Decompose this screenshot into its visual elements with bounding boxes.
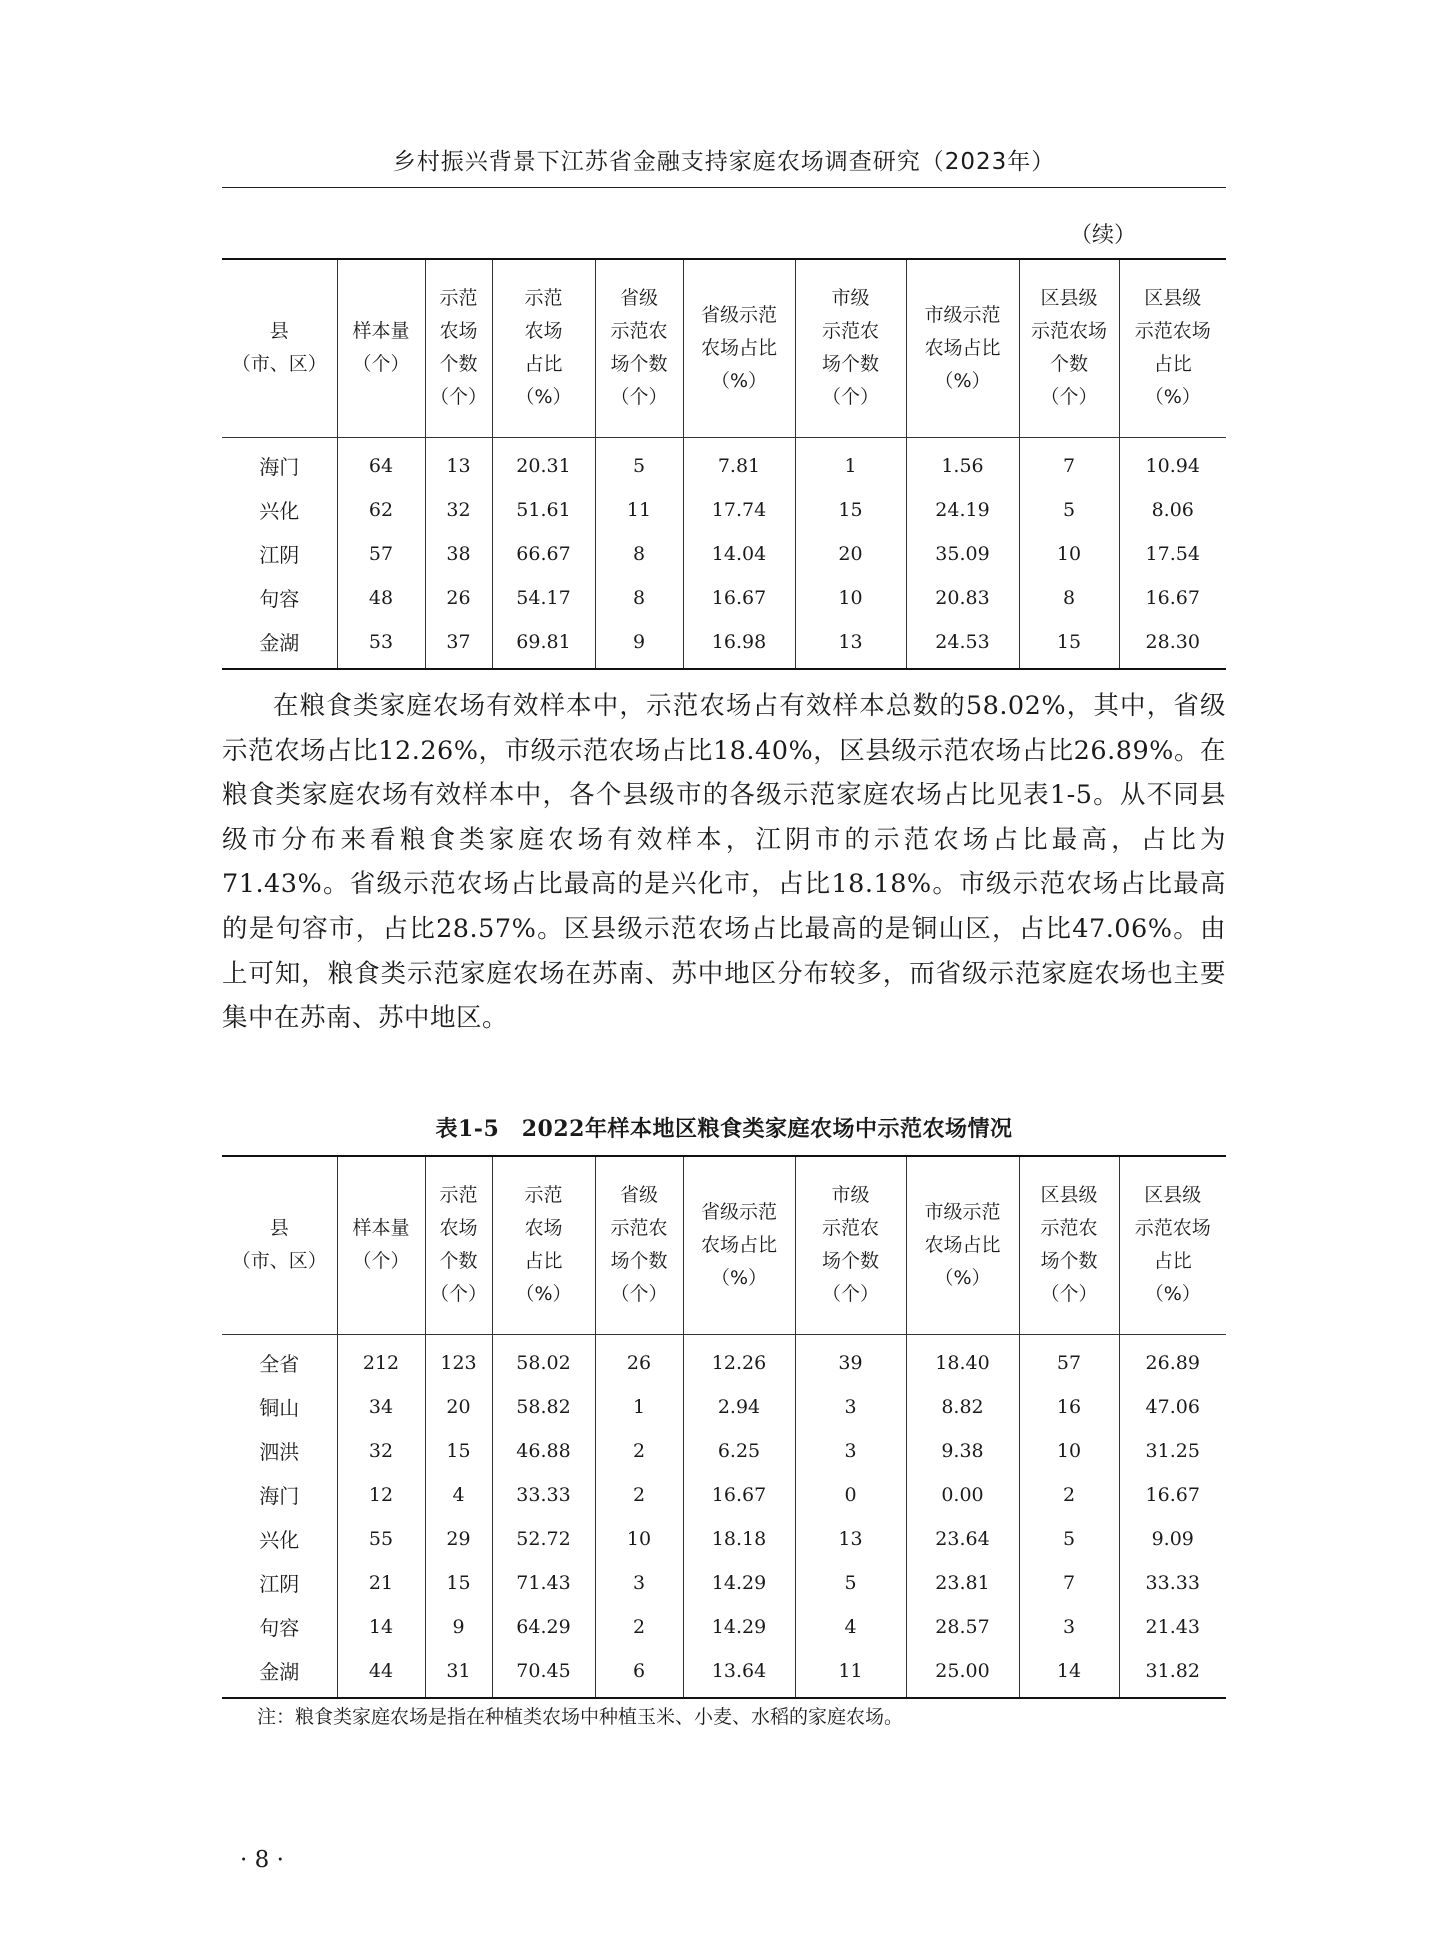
table-row — [222, 1385, 1226, 1429]
table-header-row — [222, 1156, 1226, 1334]
column-header — [795, 259, 906, 437]
value-cell: 14 — [337, 1605, 425, 1649]
value-cell: 10.94 — [1119, 437, 1226, 488]
value-cell: 0.00 — [906, 1473, 1019, 1517]
column-header-line: 占比 — [524, 353, 563, 376]
value-cell: 9 — [425, 1605, 492, 1649]
value-cell: 14.29 — [683, 1561, 795, 1605]
column-header-line: （市、区） — [231, 353, 327, 376]
column-header-line: 农场 — [524, 1217, 563, 1240]
column-header — [222, 1156, 337, 1334]
value-cell: 12 — [337, 1473, 425, 1517]
region-cell: 海门 — [259, 1484, 300, 1508]
value-cell: 13.64 — [683, 1649, 795, 1698]
column-header-line: （个） — [352, 353, 410, 376]
value-cell: 2 — [1019, 1473, 1119, 1517]
table-row — [222, 437, 1226, 488]
value-cell: 14.04 — [683, 532, 795, 576]
column-header — [492, 1156, 595, 1334]
column-header — [425, 259, 492, 437]
column-header — [906, 259, 1019, 437]
value-cell: 11 — [795, 1649, 906, 1698]
column-header-line: 示范农 — [821, 1217, 879, 1240]
value-cell: 7 — [1019, 437, 1119, 488]
region-cell: 兴化 — [259, 499, 300, 523]
column-header-line: （个） — [610, 386, 668, 409]
table-caption: 表1-5 2022年样本地区粮食类家庭农场中示范农场情况 — [435, 1116, 1013, 1142]
column-header-line: 农场 — [439, 1217, 478, 1240]
column-header-line: （个） — [352, 1250, 410, 1273]
value-cell: 26 — [425, 576, 492, 620]
value-cell: 51.61 — [492, 488, 595, 532]
column-header — [222, 259, 337, 437]
column-header-line: （%） — [515, 1283, 572, 1306]
column-header-line: 示范农场 — [1134, 320, 1211, 343]
table-row — [222, 1473, 1226, 1517]
table-row — [222, 1561, 1226, 1605]
value-cell: 3 — [795, 1385, 906, 1429]
column-header — [1019, 1156, 1119, 1334]
column-header-line: 示范农场 — [1030, 320, 1107, 343]
value-cell: 47.06 — [1119, 1385, 1226, 1429]
value-cell: 20 — [425, 1385, 492, 1429]
region-cell: 江阴 — [259, 1572, 300, 1596]
table-1-5 — [222, 1155, 1226, 1699]
value-cell: 58.82 — [492, 1385, 595, 1429]
column-header-line: 场个数 — [821, 1250, 879, 1273]
column-header — [683, 259, 795, 437]
value-cell: 32 — [425, 488, 492, 532]
column-header-line: （%） — [934, 369, 991, 392]
value-cell: 3 — [595, 1561, 683, 1605]
value-cell: 38 — [425, 532, 492, 576]
column-header-line: 区县级 — [1040, 1184, 1098, 1207]
column-header-line: 样本量 — [352, 1217, 410, 1240]
value-cell: 20.83 — [906, 576, 1019, 620]
column-header-line: 区县级 — [1144, 1184, 1202, 1207]
column-header-line: 个数 — [1049, 353, 1088, 376]
column-header-line: 场个数 — [1040, 1250, 1098, 1273]
value-cell: 9 — [595, 620, 683, 669]
value-cell: 10 — [795, 576, 906, 620]
value-cell: 31 — [425, 1649, 492, 1698]
value-cell: 37 — [425, 620, 492, 669]
column-header-line: 占比 — [1153, 353, 1192, 376]
value-cell: 64.29 — [492, 1605, 595, 1649]
value-cell: 16.67 — [683, 576, 795, 620]
value-cell: 52.72 — [492, 1517, 595, 1561]
table-row — [222, 488, 1226, 532]
value-cell: 39 — [795, 1334, 906, 1385]
value-cell: 14.29 — [683, 1605, 795, 1649]
table-row — [222, 576, 1226, 620]
column-header-line: 区县级 — [1144, 287, 1202, 310]
value-cell: 9.09 — [1119, 1517, 1226, 1561]
column-header-line: 农场占比 — [700, 336, 777, 359]
value-cell: 212 — [337, 1334, 425, 1385]
body-paragraph: 在粮食类家庭农场有效样本中，示范农场占有效样本总数的58.02%，其中，省级示范农场占比12.26%，市级示范农场占比18.40%，区县级示范农场占比26.89%。在粮食类家庭农场有效样本中，各个县级市的各级示范家庭农场占比见表1-5。从不同县级市分布来看粮食类家庭农场有效样本，江阴市的示范农场占比最高，占比为71.43%。省级示范农场占比最高的是兴化市，占比18.18%。市级示范农场占比最高的是句容市，占比28.57%。区县级示范农场占比最高的是铜山区，占比47.06%。由上可知，粮食类示范家庭农场在苏南、苏中地区分布较多，而省级示范家庭农场也主要集中在苏南、苏中地区。 — [222, 691, 1226, 1034]
value-cell: 13 — [425, 437, 492, 488]
value-cell: 12.26 — [683, 1334, 795, 1385]
value-cell: 1 — [595, 1385, 683, 1429]
table-row — [222, 1649, 1226, 1698]
value-cell: 1.56 — [906, 437, 1019, 488]
table-continued-label: （续） — [1070, 223, 1137, 248]
value-cell: 5 — [795, 1561, 906, 1605]
value-cell: 11 — [595, 488, 683, 532]
value-cell: 7.81 — [683, 437, 795, 488]
value-cell: 2 — [595, 1473, 683, 1517]
column-header-line: （%） — [710, 369, 768, 392]
column-header-line: 占比 — [524, 1250, 563, 1273]
value-cell: 70.45 — [492, 1649, 595, 1698]
column-header-line: 示范农 — [610, 1217, 668, 1240]
column-header-line: （%） — [934, 1266, 991, 1289]
value-cell: 15 — [1019, 620, 1119, 669]
value-cell: 21.43 — [1119, 1605, 1226, 1649]
table-row — [222, 1334, 1226, 1385]
value-cell: 9.38 — [906, 1429, 1019, 1473]
value-cell: 32 — [337, 1429, 425, 1473]
value-cell: 14 — [1019, 1649, 1119, 1698]
value-cell: 5 — [595, 437, 683, 488]
value-cell: 71.43 — [492, 1561, 595, 1605]
table-continued — [222, 258, 1226, 670]
value-cell: 57 — [337, 532, 425, 576]
column-header-line: （个） — [821, 1283, 879, 1306]
value-cell: 23.64 — [906, 1517, 1019, 1561]
column-header — [795, 1156, 906, 1334]
value-cell: 28.57 — [906, 1605, 1019, 1649]
value-cell: 17.54 — [1119, 532, 1226, 576]
column-header-line: 农场 — [524, 320, 563, 343]
column-header-line: （个） — [821, 386, 879, 409]
value-cell: 58.02 — [492, 1334, 595, 1385]
value-cell: 24.19 — [906, 488, 1019, 532]
value-cell: 20 — [795, 532, 906, 576]
column-header — [1119, 1156, 1226, 1334]
region-cell: 金湖 — [259, 631, 300, 655]
value-cell: 53 — [337, 620, 425, 669]
region-cell: 金湖 — [259, 1660, 300, 1684]
value-cell: 3 — [1019, 1605, 1119, 1649]
value-cell: 26 — [595, 1334, 683, 1385]
table-note: 注：粮食类家庭农场是指在种植类农场中种植玉米、小麦、水稻的家庭农场。 — [257, 1706, 904, 1728]
column-header-line: 示范农场 — [1134, 1217, 1211, 1240]
column-header-line: 省级示范 — [700, 303, 777, 326]
column-header-line: 占比 — [1153, 1250, 1192, 1273]
column-header-line: （个） — [429, 1283, 487, 1306]
value-cell: 44 — [337, 1649, 425, 1698]
value-cell: 29 — [425, 1517, 492, 1561]
value-cell: 46.88 — [492, 1429, 595, 1473]
value-cell: 64 — [337, 437, 425, 488]
value-cell: 123 — [425, 1334, 492, 1385]
value-cell: 33.33 — [1119, 1561, 1226, 1605]
value-cell: 23.81 — [906, 1561, 1019, 1605]
table-row — [222, 532, 1226, 576]
column-header-line: （%） — [710, 1266, 768, 1289]
value-cell: 0 — [795, 1473, 906, 1517]
table-row — [222, 1429, 1226, 1473]
value-cell: 16.67 — [1119, 576, 1226, 620]
value-cell: 13 — [795, 1517, 906, 1561]
value-cell: 10 — [1019, 1429, 1119, 1473]
column-header-line: 省级示范 — [700, 1200, 777, 1223]
value-cell: 8.82 — [906, 1385, 1019, 1429]
column-header — [492, 259, 595, 437]
column-header-line: 省级 — [619, 287, 658, 310]
value-cell: 69.81 — [492, 620, 595, 669]
value-cell: 57 — [1019, 1334, 1119, 1385]
value-cell: 33.33 — [492, 1473, 595, 1517]
value-cell: 20.31 — [492, 437, 595, 488]
region-cell: 江阴 — [259, 543, 300, 567]
column-header-line: 样本量 — [352, 320, 410, 343]
value-cell: 8 — [1019, 576, 1119, 620]
column-header-line: 市级示范 — [924, 1200, 1001, 1223]
value-cell: 18.40 — [906, 1334, 1019, 1385]
region-cell: 句容 — [259, 1616, 300, 1640]
value-cell: 1 — [795, 437, 906, 488]
value-cell: 48 — [337, 576, 425, 620]
column-header-line: （%） — [1144, 386, 1201, 409]
table-row — [222, 1605, 1226, 1649]
region-cell: 兴化 — [259, 1528, 300, 1552]
value-cell: 25.00 — [906, 1649, 1019, 1698]
value-cell: 35.09 — [906, 532, 1019, 576]
value-cell: 2 — [595, 1605, 683, 1649]
value-cell: 26.89 — [1119, 1334, 1226, 1385]
value-cell: 8 — [595, 576, 683, 620]
value-cell: 16.98 — [683, 620, 795, 669]
value-cell: 66.67 — [492, 532, 595, 576]
column-header-line: 示范 — [439, 287, 478, 310]
column-header-line: 县 — [269, 320, 289, 343]
column-header-line: （个） — [1040, 1283, 1098, 1306]
running-header: 乡村振兴背景下江苏省金融支持家庭农场调查研究（2023年） — [392, 149, 1056, 175]
column-header-line: （%） — [1144, 1283, 1201, 1306]
column-header — [425, 1156, 492, 1334]
column-header-line: 示范 — [524, 287, 563, 310]
value-cell: 8 — [595, 532, 683, 576]
column-header — [337, 259, 425, 437]
page-number: · 8 · — [240, 1847, 284, 1873]
value-cell: 2 — [595, 1429, 683, 1473]
column-header-line: 县 — [269, 1217, 289, 1240]
value-cell: 28.30 — [1119, 620, 1226, 669]
column-header-line: （%） — [515, 386, 572, 409]
header-rule — [222, 187, 1226, 188]
column-header-line: 农场占比 — [700, 1233, 777, 1256]
column-header-line: 示范 — [439, 1184, 478, 1207]
column-header-line: （个） — [610, 1283, 668, 1306]
region-cell: 海门 — [259, 455, 300, 479]
value-cell: 31.25 — [1119, 1429, 1226, 1473]
column-header-line: 示范农 — [610, 320, 668, 343]
column-header-line: 市级 — [831, 1184, 870, 1207]
column-header-line: （个） — [1040, 386, 1098, 409]
value-cell: 8.06 — [1119, 488, 1226, 532]
region-cell: 句容 — [259, 587, 300, 611]
table-header-row — [222, 259, 1226, 437]
value-cell: 15 — [425, 1429, 492, 1473]
column-header-line: 示范农 — [821, 320, 879, 343]
value-cell: 34 — [337, 1385, 425, 1429]
value-cell: 6 — [595, 1649, 683, 1698]
value-cell: 5 — [1019, 1517, 1119, 1561]
value-cell: 15 — [795, 488, 906, 532]
column-header — [1119, 259, 1226, 437]
value-cell: 18.18 — [683, 1517, 795, 1561]
value-cell: 2.94 — [683, 1385, 795, 1429]
table-row — [222, 1517, 1226, 1561]
value-cell: 5 — [1019, 488, 1119, 532]
column-header — [906, 1156, 1019, 1334]
value-cell: 10 — [1019, 532, 1119, 576]
value-cell: 17.74 — [683, 488, 795, 532]
table-row — [222, 620, 1226, 669]
value-cell: 62 — [337, 488, 425, 532]
value-cell: 15 — [425, 1561, 492, 1605]
region-cell: 铜山 — [259, 1396, 300, 1420]
value-cell: 16 — [1019, 1385, 1119, 1429]
value-cell: 54.17 — [492, 576, 595, 620]
region-cell: 全省 — [259, 1352, 300, 1376]
column-header-line: 场个数 — [821, 353, 879, 376]
region-cell: 泗洪 — [259, 1440, 300, 1464]
column-header-line: 场个数 — [610, 1250, 668, 1273]
value-cell: 16.67 — [1119, 1473, 1226, 1517]
column-header-line: 农场占比 — [924, 1233, 1001, 1256]
value-cell: 16.67 — [683, 1473, 795, 1517]
column-header — [595, 259, 683, 437]
column-header-line: 市级 — [831, 287, 870, 310]
column-header-line: 农场占比 — [924, 336, 1001, 359]
column-header-line: 示范农 — [1040, 1217, 1098, 1240]
column-header-line: （市、区） — [231, 1250, 327, 1273]
column-header-line: 市级示范 — [924, 303, 1001, 326]
column-header-line: （个） — [429, 386, 487, 409]
column-header-line: 示范 — [524, 1184, 563, 1207]
value-cell: 4 — [795, 1605, 906, 1649]
column-header — [337, 1156, 425, 1334]
value-cell: 55 — [337, 1517, 425, 1561]
column-header-line: 农场 — [439, 320, 478, 343]
column-header — [595, 1156, 683, 1334]
value-cell: 13 — [795, 620, 906, 669]
column-header-line: 区县级 — [1040, 287, 1098, 310]
value-cell: 6.25 — [683, 1429, 795, 1473]
column-header — [683, 1156, 795, 1334]
value-cell: 4 — [425, 1473, 492, 1517]
value-cell: 10 — [595, 1517, 683, 1561]
column-header — [1019, 259, 1119, 437]
value-cell: 31.82 — [1119, 1649, 1226, 1698]
column-header-line: 场个数 — [610, 353, 668, 376]
value-cell: 7 — [1019, 1561, 1119, 1605]
column-header-line: 省级 — [619, 1184, 658, 1207]
value-cell: 3 — [795, 1429, 906, 1473]
column-header-line: 个数 — [439, 1250, 478, 1273]
column-header-line: 个数 — [439, 353, 478, 376]
value-cell: 21 — [337, 1561, 425, 1605]
value-cell: 24.53 — [906, 620, 1019, 669]
